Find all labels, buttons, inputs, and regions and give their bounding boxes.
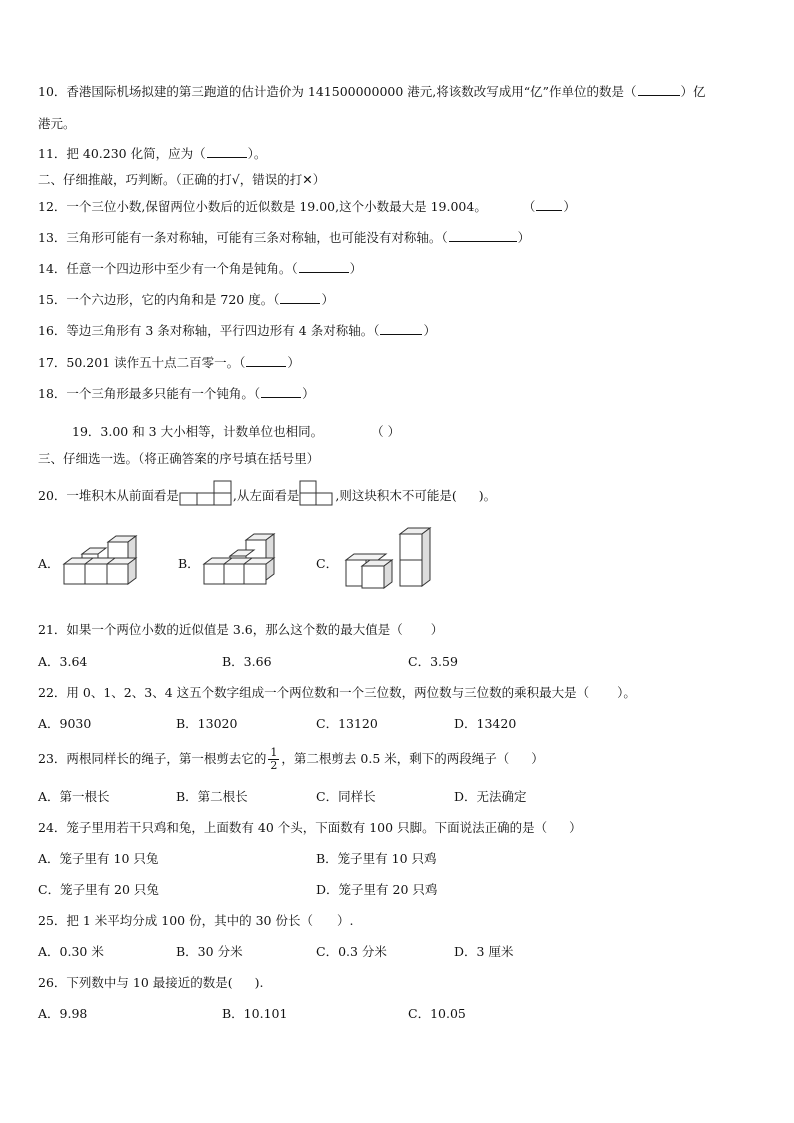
q24-option-d[interactable]: D．笼子里有 20 只鸡 bbox=[316, 882, 438, 897]
question-16-text: 16．等边三角形有 3 条对称轴，平行四边形有 4 条对称轴。（ bbox=[38, 323, 380, 338]
question-18 bbox=[38, 386, 764, 402]
paren-close: ） bbox=[517, 230, 531, 245]
question-20-part1: 20．一堆积木从前面看是 bbox=[38, 488, 179, 503]
fraction-numerator: 1 bbox=[270, 746, 278, 759]
section-2-heading: 二、仔细推敲，巧判断。（正确的打√，错误的打✕） bbox=[38, 172, 326, 187]
paren-close: ）. bbox=[336, 913, 354, 928]
paren-close: ） bbox=[349, 261, 363, 276]
q22-option-b[interactable]: B．13020 bbox=[176, 716, 238, 731]
question-18-text: 18．一个三角形最多只能有一个钝角。（ bbox=[38, 386, 261, 401]
question-22 bbox=[38, 685, 764, 701]
q25-option-b[interactable]: B．30 分米 bbox=[176, 944, 243, 959]
answer-blank[interactable] bbox=[207, 146, 247, 158]
paren-close: ） bbox=[321, 292, 334, 307]
question-13-text: 13．三角形可能有一条对称轴，可能有三条对称轴，也可能没有对称轴。（ bbox=[38, 230, 448, 245]
q23-option-a[interactable]: A．第一根长 bbox=[38, 789, 110, 804]
blocks-figure-a[interactable] bbox=[60, 534, 140, 590]
question-20-part4: )。 bbox=[478, 488, 497, 503]
question-15 bbox=[38, 292, 764, 308]
q23-option-c[interactable]: C．同样长 bbox=[316, 789, 376, 804]
paren-close: ). bbox=[254, 975, 264, 990]
question-11-tail: ）。 bbox=[247, 146, 267, 161]
question-22-text: 22．用 0、1、2、3、4 这五个数字组成一个两位数和一个三位数，两位数与三位数的乘积最大是（ bbox=[38, 685, 590, 700]
fraction-one-half bbox=[268, 747, 279, 772]
section-3-heading: 三、仔细选一选。（将正确答案的序号填在括号里） bbox=[38, 451, 320, 466]
q21-option-a[interactable]: A．3.64 bbox=[38, 654, 88, 669]
q23-option-b[interactable]: B．第二根长 bbox=[176, 789, 248, 804]
question-23 bbox=[38, 742, 764, 776]
question-25 bbox=[38, 913, 764, 929]
paren-open: （ bbox=[522, 199, 536, 214]
q21-option-b[interactable]: B．3.66 bbox=[222, 654, 272, 669]
paren-close: ） bbox=[287, 355, 300, 370]
question-19 bbox=[72, 424, 764, 440]
answer-blank[interactable] bbox=[449, 230, 517, 242]
q23-option-d[interactable]: D．无法确定 bbox=[454, 789, 527, 804]
answer-blank[interactable] bbox=[261, 386, 301, 398]
question-26-text: 26．下列数中与 10 最接近的数是( bbox=[38, 975, 233, 990]
q22-option-c[interactable]: C．13120 bbox=[316, 716, 378, 731]
q26-option-a[interactable]: A．9.98 bbox=[38, 1006, 88, 1021]
question-23-part1: 23．两根同样长的绳子，第一根剪去它的 bbox=[38, 751, 267, 766]
question-10-continued: 港元。 bbox=[38, 116, 76, 131]
q24-option-a[interactable]: A．笼子里有 10 只兔 bbox=[38, 851, 159, 866]
paren-close: ） bbox=[531, 751, 544, 766]
question-21 bbox=[38, 622, 764, 638]
question-16 bbox=[38, 323, 764, 339]
answer-blank[interactable] bbox=[380, 323, 422, 335]
question-24-text: 24．笼子里用若干只鸡和兔，上面数有 40 个头，下面数有 100 只脚。下面说法正确的是（ bbox=[38, 820, 548, 835]
paren-close: ） bbox=[302, 386, 315, 401]
paren-close: ） bbox=[563, 199, 576, 214]
question-19-text: 19．3.00 和 3 大小相等，计数单位也相同。 bbox=[72, 424, 324, 439]
q22-option-d[interactable]: D．13420 bbox=[454, 716, 517, 731]
q24-option-b[interactable]: B．笼子里有 10 只鸡 bbox=[316, 851, 437, 866]
paren-close: ） bbox=[430, 622, 444, 637]
question-10-text: 10．香港国际机场拟建的第三跑道的估计造价为 141500000000 港元,将该数改写成用“亿”作单位的数是（ bbox=[38, 84, 637, 99]
q22-option-a[interactable]: A．9030 bbox=[38, 716, 92, 731]
answer-blank[interactable] bbox=[299, 261, 349, 273]
q25-option-d[interactable]: D．3 厘米 bbox=[454, 944, 514, 959]
blocks-figure-c[interactable] bbox=[340, 526, 436, 592]
question-10-tail: ）亿 bbox=[680, 84, 706, 99]
question-26 bbox=[38, 975, 764, 991]
question-20 bbox=[38, 480, 764, 507]
q21-option-c[interactable]: C．3.59 bbox=[408, 654, 458, 669]
answer-blank[interactable] bbox=[638, 84, 680, 96]
question-10 bbox=[38, 84, 764, 100]
question-12 bbox=[38, 199, 764, 215]
fraction-denominator: 2 bbox=[270, 759, 278, 772]
question-20-part3: ,则这块积木不可能是( bbox=[335, 488, 457, 503]
paren-close: ）。 bbox=[617, 685, 636, 700]
question-25-text: 25．把 1 米平均分成 100 份，其中的 30 份长（ bbox=[38, 913, 313, 928]
answer-blank[interactable] bbox=[536, 199, 562, 211]
front-view-figure bbox=[179, 480, 233, 506]
left-view-figure bbox=[299, 480, 335, 506]
q25-option-c[interactable]: C．0.3 分米 bbox=[316, 944, 387, 959]
q26-option-c[interactable]: C．10.05 bbox=[408, 1006, 466, 1021]
question-11 bbox=[38, 146, 764, 162]
answer-paren[interactable]: （ ） bbox=[371, 424, 401, 439]
question-13 bbox=[38, 230, 764, 246]
question-12-text: 12．一个三位小数,保留两位小数后的近似数是 19.00,这个小数最大是 19.004。 bbox=[38, 199, 487, 214]
question-20-part2: ,从左面看是 bbox=[232, 488, 300, 503]
q24-option-c[interactable]: C．笼子里有 20 只兔 bbox=[38, 882, 159, 897]
option-c-label[interactable]: C． bbox=[316, 556, 339, 571]
q26-option-b[interactable]: B．10.101 bbox=[222, 1006, 288, 1021]
question-11-text: 11．把 40.230 化简，应为（ bbox=[38, 146, 206, 161]
option-a-label[interactable]: A． bbox=[38, 556, 60, 571]
blocks-figure-b[interactable] bbox=[200, 532, 280, 590]
answer-blank[interactable] bbox=[280, 292, 320, 304]
answer-blank[interactable] bbox=[246, 355, 286, 367]
option-b-label[interactable]: B． bbox=[178, 556, 200, 571]
question-21-text: 21．如果一个两位小数的近似值是 3.6，那么这个数的最大值是（ bbox=[38, 622, 403, 637]
question-17-text: 17．50.201 读作五十点二百零一。（ bbox=[38, 355, 246, 370]
question-14 bbox=[38, 261, 764, 277]
question-24 bbox=[38, 820, 764, 836]
paren-close: ） bbox=[569, 820, 582, 835]
question-14-text: 14．任意一个四边形中至少有一个角是钝角。（ bbox=[38, 261, 298, 276]
question-15-text: 15．一个六边形，它的内角和是 720 度。（ bbox=[38, 292, 280, 307]
question-23-part2: ，第二根剪去 0.5 米，剩下的两段绳子（ bbox=[281, 751, 510, 766]
question-17 bbox=[38, 355, 764, 371]
q25-option-a[interactable]: A．0.30 米 bbox=[38, 944, 104, 959]
paren-close: ） bbox=[423, 323, 436, 338]
